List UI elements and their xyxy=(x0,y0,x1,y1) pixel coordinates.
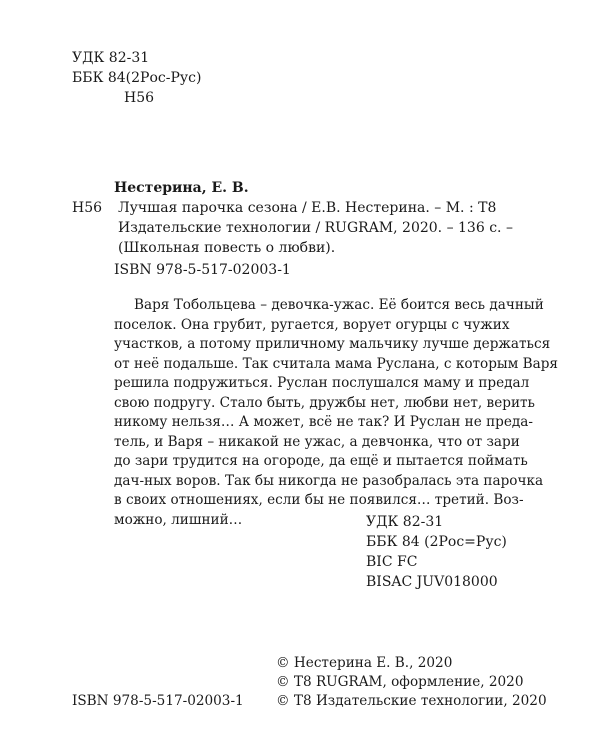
copyright-line: © Т8 RUGRAM, оформление, 2020 xyxy=(276,674,524,690)
copyright-line: © Т8 Издательские технологии, 2020 xyxy=(276,693,547,709)
bisac-code: BISAC JUV018000 xyxy=(366,574,498,590)
annotation-paragraph xyxy=(114,296,559,530)
classification-codes-right xyxy=(366,512,546,592)
bbk-code: ББК 84 (2Рос=Рус) xyxy=(366,534,507,550)
udk-code: УДК 82-31 xyxy=(72,50,150,66)
description-line: (Школьная повесть о любви). xyxy=(118,240,336,256)
copyright-line: © Нестерина Е. В., 2020 xyxy=(276,655,453,671)
annotation-line: от неё подальше. Так считала мама Руслана, с которым Варя xyxy=(114,355,559,372)
annotation-line: решила подружиться. Руслан послушался маму и предал xyxy=(114,375,530,391)
bibliographic-entry xyxy=(72,178,532,258)
description-line: Лучшая парочка сезона / Е.В. Нестерина. – М. : Т8 xyxy=(118,200,497,216)
annotation-line: тель, и Варя – никакой не ужас, а девчонка, что от зари xyxy=(114,433,520,450)
annotation-line: можно, лишний… xyxy=(114,511,243,528)
annotation-line: Варя Тобольцева – девочка-ужас. Её боится весь дачный xyxy=(134,297,544,313)
entry-cutter-code: Н56 xyxy=(72,200,103,216)
bic-code: BIC FC xyxy=(366,554,418,570)
author-name: Нестерина, Е. В. xyxy=(114,180,249,196)
author-cutter-code: Н56 xyxy=(124,90,155,106)
classification-codes-top xyxy=(72,48,252,108)
annotation-line: в своих отношениях, если бы не появился… третий. Воз- xyxy=(114,492,524,508)
annotation-line: дач-ных воров. Так бы никогда не разобралась эта парочка xyxy=(114,472,544,489)
annotation-line: свою подругу. Стало быть, дружбы нет, любви нет, верить xyxy=(114,394,535,411)
isbn-main: ISBN 978-5-517-02003-1 xyxy=(114,262,291,278)
annotation-line: поселок. Она грубит, ругается, ворует огурцы с чужих xyxy=(114,316,510,333)
bibliographic-description xyxy=(118,198,532,258)
isbn-bottom: ISBN 978-5-517-02003-1 xyxy=(72,693,244,709)
annotation-line: никому нельзя… А может, всё не так? И Руслан не преда- xyxy=(114,414,533,430)
udk-code: УДК 82-31 xyxy=(366,514,444,530)
description-line: Издательские технологии / RUGRAM, 2020. – 136 с. – xyxy=(118,220,513,236)
bbk-code: ББК 84(2Рос-Рус) xyxy=(72,70,202,86)
annotation-line: до зари трудится на огороде, да ещё и пытается поймать xyxy=(114,453,528,469)
annotation-line: участков, а потому приличному мальчику лучше держаться xyxy=(114,336,551,352)
copyright-block xyxy=(276,654,576,711)
